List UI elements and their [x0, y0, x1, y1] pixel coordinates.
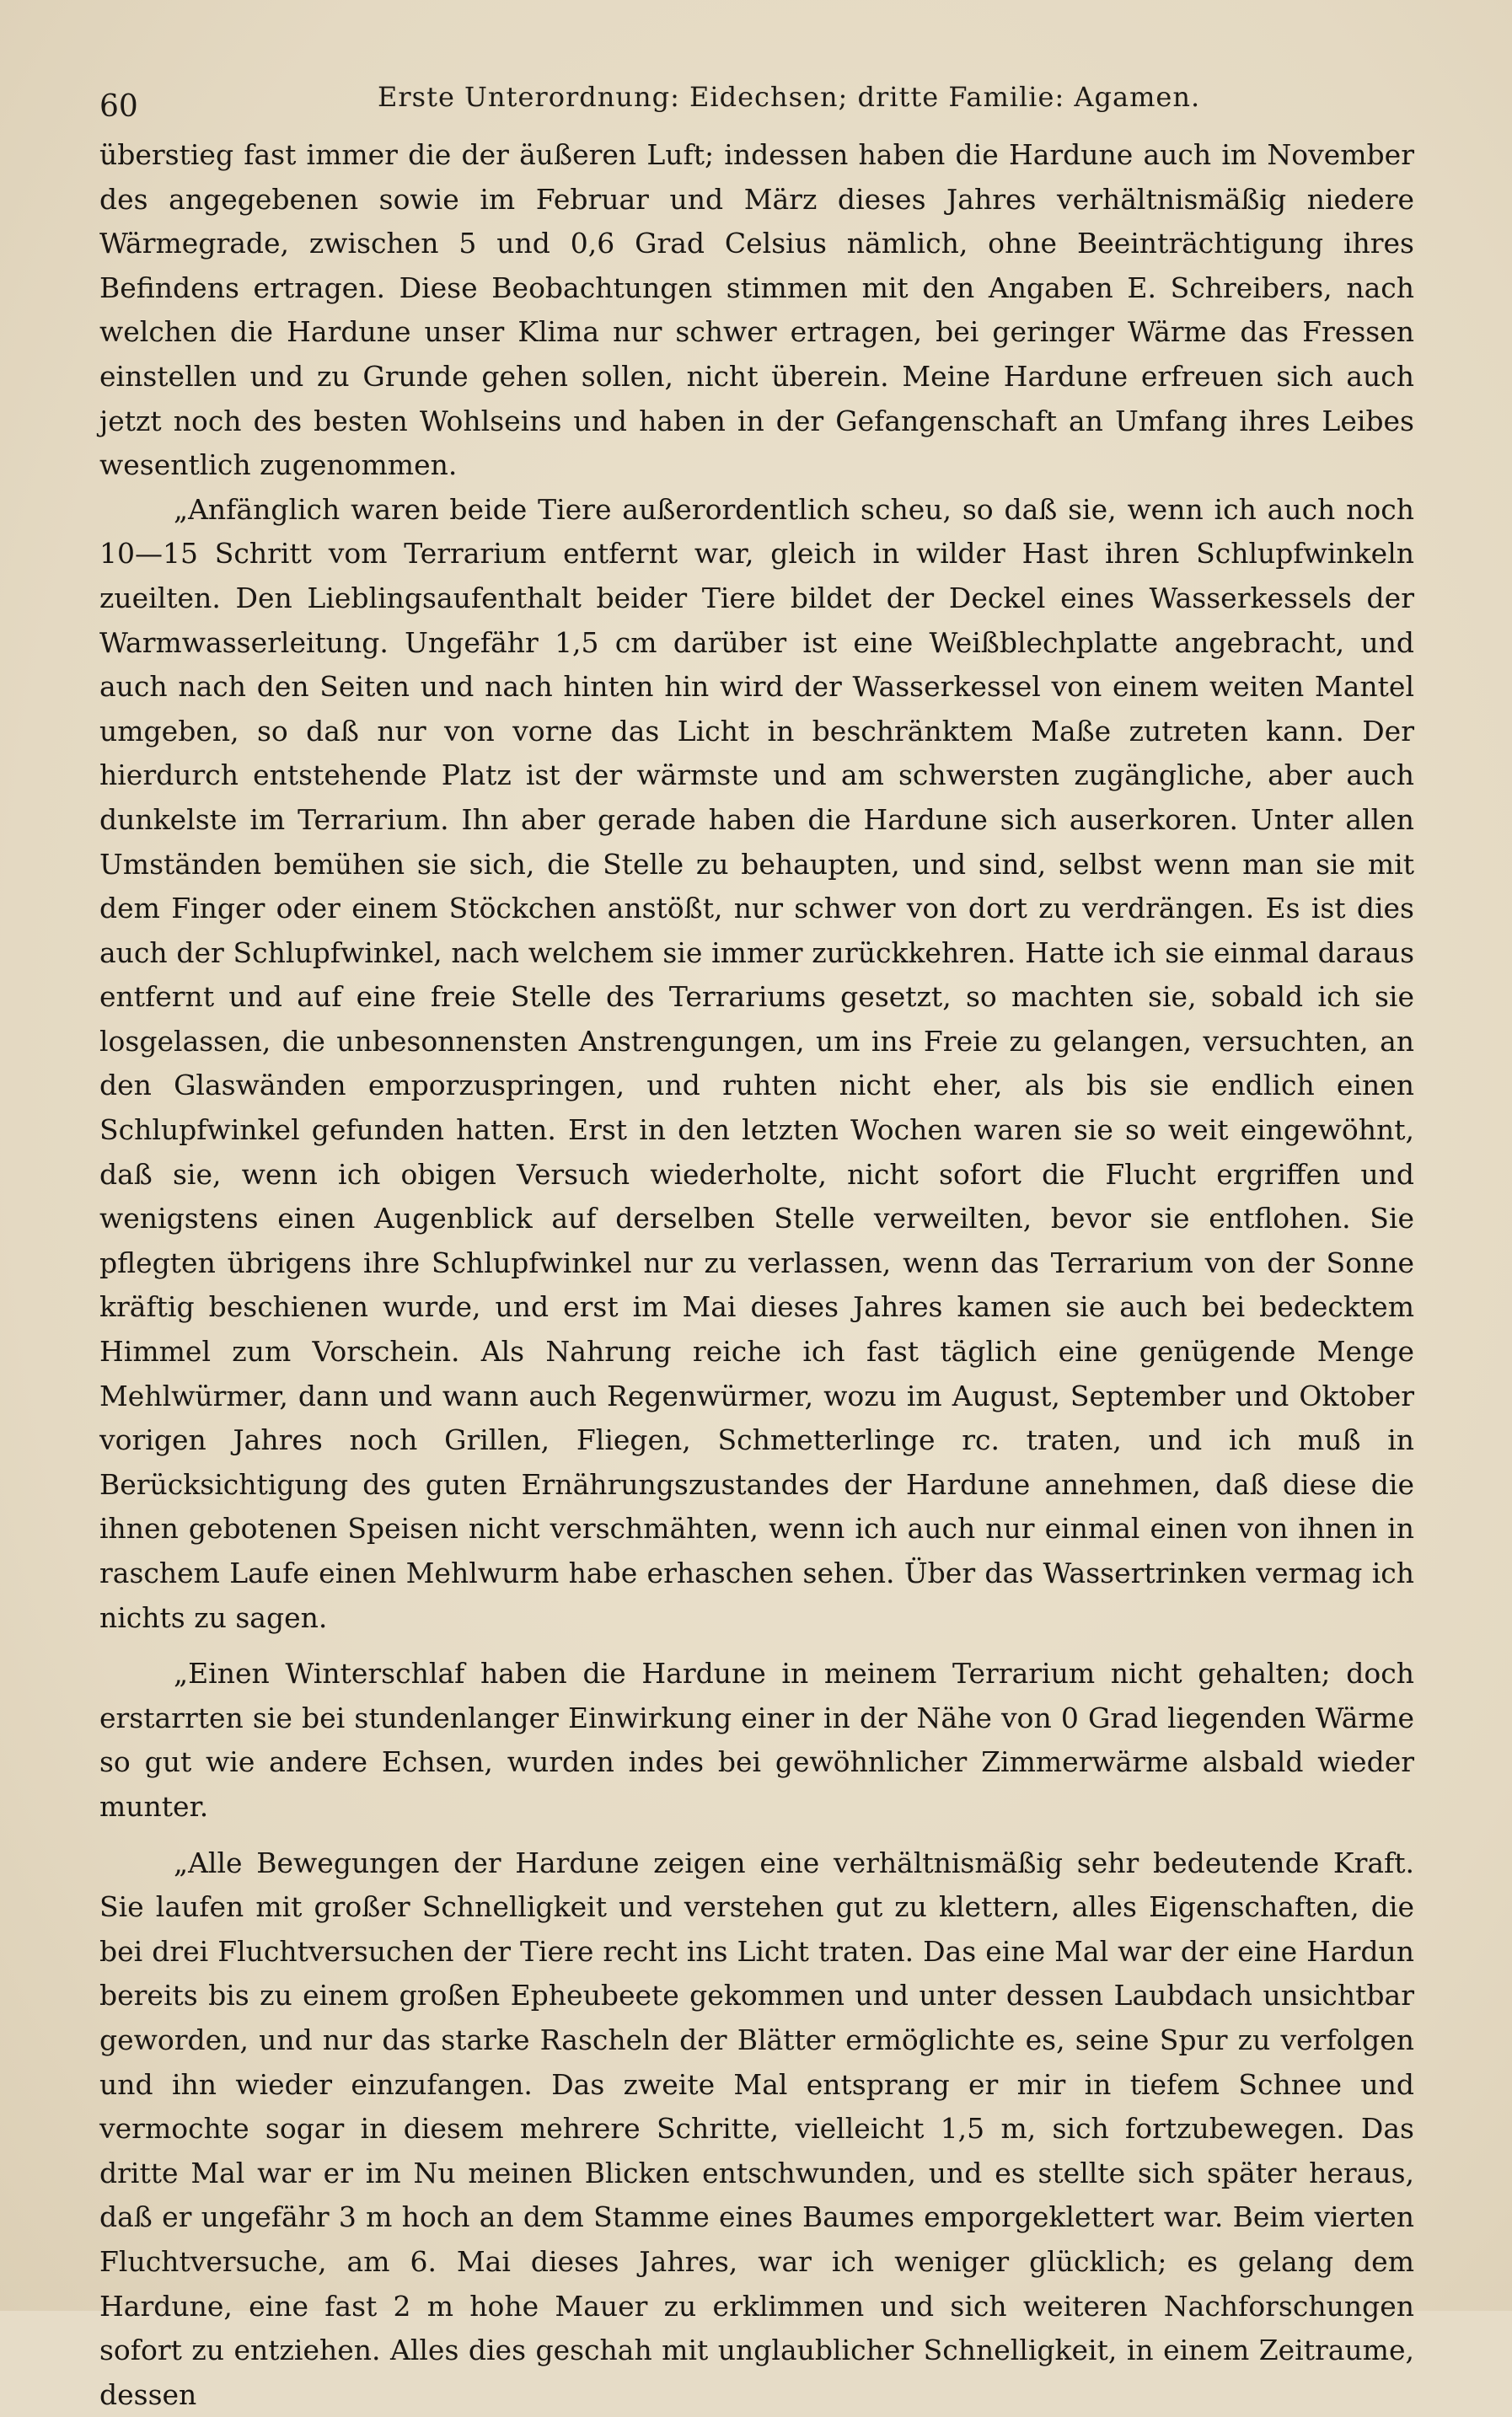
paragraph-2: „Anfänglich waren beide Tiere außerordentlich scheu, so daß sie, wenn ich auch noch 10—15 Schritt vom Terrarium entfernt war, gleich in wilder Hast ihren Schlupfwinkeln zueilten. Den Lieblingsaufenthalt beider Tiere bildet der Deckel eines Wasserkessels der Warmwasserleitung. Ungefähr 1,5 cm darüber ist eine Weißblechplatte angebracht, und auch nach den Seiten und nach hinten hin wird der Wasserkessel von einem weiten Mantel umgeben, so daß nur von vorne das Licht in beschränktem Maße zutreten kann. Der hierdurch entstehende Platz ist der wärmste und am schwersten zugängliche, aber auch dunkelste im Terrarium. Ihn aber gerade haben die Hardune sich auserkoren. Unter allen Umständen bemühen sie sich, die Stelle zu behaupten, und sind, selbst wenn man sie mit dem Finger oder einem Stöckchen anstößt, nur schwer von dort zu verdrängen. Es ist dies auch der Schlupfwinkel, nach welchem sie immer zurückkehren. Hatte ich sie einmal daraus entfernt und auf eine freie Stelle des Terrariums gesetzt, so machten sie, sobald ich sie losgelassen, die unbesonnensten Anstrengungen, um ins Freie zu gelangen, versuchten, an den Glaswänden emporzuspringen, und ruhten nicht eher, als bis sie endlich einen Schlupfwinkel gefunden hatten. Erst in den letzten Wochen waren sie so weit eingewöhnt, daß sie, wenn ich obigen Versuch wiederholte, nicht sofort die Flucht ergriffen und wenigstens einen Augenblick auf derselben Stelle verweilten, bevor sie entflohen. Sie pflegten übrigens ihre Schlupfwinkel nur zu verlassen, wenn das Terrarium von der Sonne kräftig beschienen wurde, und erst im Mai dieses Jahres kamen sie auch bei bedecktem Himmel zum Vorschein. Als Nahrung reiche ich fast täglich eine genügende Menge Mehlwürmer, dann und wann auch Regenwürmer, wozu im August, September und Oktober vorigen Jahres noch Grillen, Fliegen, Schmetterlinge rc. traten, und ich muß in Berücksichtigung des guten Ernährungszustandes der Hardune annehmen, daß diese die ihnen gebotenen Speisen nicht verschmähten, wenn ich auch nur einmal einen von ihnen in raschem Laufe einen Mehlwurm habe erhaschen sehen. Über das Wassertrinken vermag ich nichts zu sagen. [99, 492, 1414, 1634]
body-text [99, 133, 1414, 2417]
paragraph-1: überstieg fast immer die der äußeren Luft; indessen haben die Hardune auch im November des angegebenen sowie im Februar und März dieses Jahres verhältnismäßig niedere Wärmegrade, zwischen 5 und 0,6 Grad Celsius nämlich, ohne Beeinträchtigung ihres Befindens ertragen. Diese Beobachtungen stimmen mit den Angaben E. Schreibers, nach welchen die Hardune unser Klima nur schwer ertragen, bei geringer Wärme das Fressen einstellen und zu Grunde gehen sollen, nicht überein. Meine Hardune erfreuen sich auch jetzt noch des besten Wohlseins und haben in der Gefangenschaft an Umfang ihres Leibes wesentlich zugenommen. [99, 138, 1414, 482]
paragraph-3: „Einen Winterschlaf haben die Hardune in meinem Terrarium nicht gehalten; doch erstarrten sie bei stundenlanger Einwirkung einer in der Nähe von 0 Grad liegenden Wärme so gut wie andere Echsen, wurden indes bei gewöhnlicher Zimmerwärme alsbald wieder munter. [99, 1657, 1414, 1823]
page-header [99, 81, 1414, 123]
paragraph-4: „Alle Bewegungen der Hardune zeigen eine verhältnismäßig sehr bedeutende Kraft. Sie laufen mit großer Schnelligkeit und verstehen gut zu klettern, alles Eigenschaften, die bei drei Fluchtversuchen der Tiere recht ins Licht traten. Das eine Mal war der eine Hardun bereits bis zu einem großen Epheubeete gekommen und unter dessen Laubdach unsichtbar geworden, und nur das starke Rascheln der Blätter ermöglichte es, seine Spur zu verfolgen und ihn wieder einzufangen. Das zweite Mal entsprang er mir in tiefem Schnee und vermochte sogar in diesem mehrere Schritte, vielleicht 1,5 m, sich fortzubewegen. Das dritte Mal war er im Nu meinen Blicken entschwunden, und es stellte sich später heraus, daß er ungefähr 3 m hoch an dem Stamme eines Baumes emporgeklettert war. Beim vierten Fluchtversuche, am 6. Mai dieses Jahres, war ich weniger glücklich; es gelang dem Hardune, eine fast 2 m hohe Mauer zu erklimmen und sich weiteren Nachforschungen sofort zu entziehen. Alles dies geschah mit unglaublicher Schnelligkeit, in einem Zeitraume, dessen [99, 1846, 1414, 2411]
page-number: 60 [99, 89, 138, 124]
running-head: Erste Unterordnung: Eidechsen; dritte Familie: Agamen. [378, 81, 1201, 113]
